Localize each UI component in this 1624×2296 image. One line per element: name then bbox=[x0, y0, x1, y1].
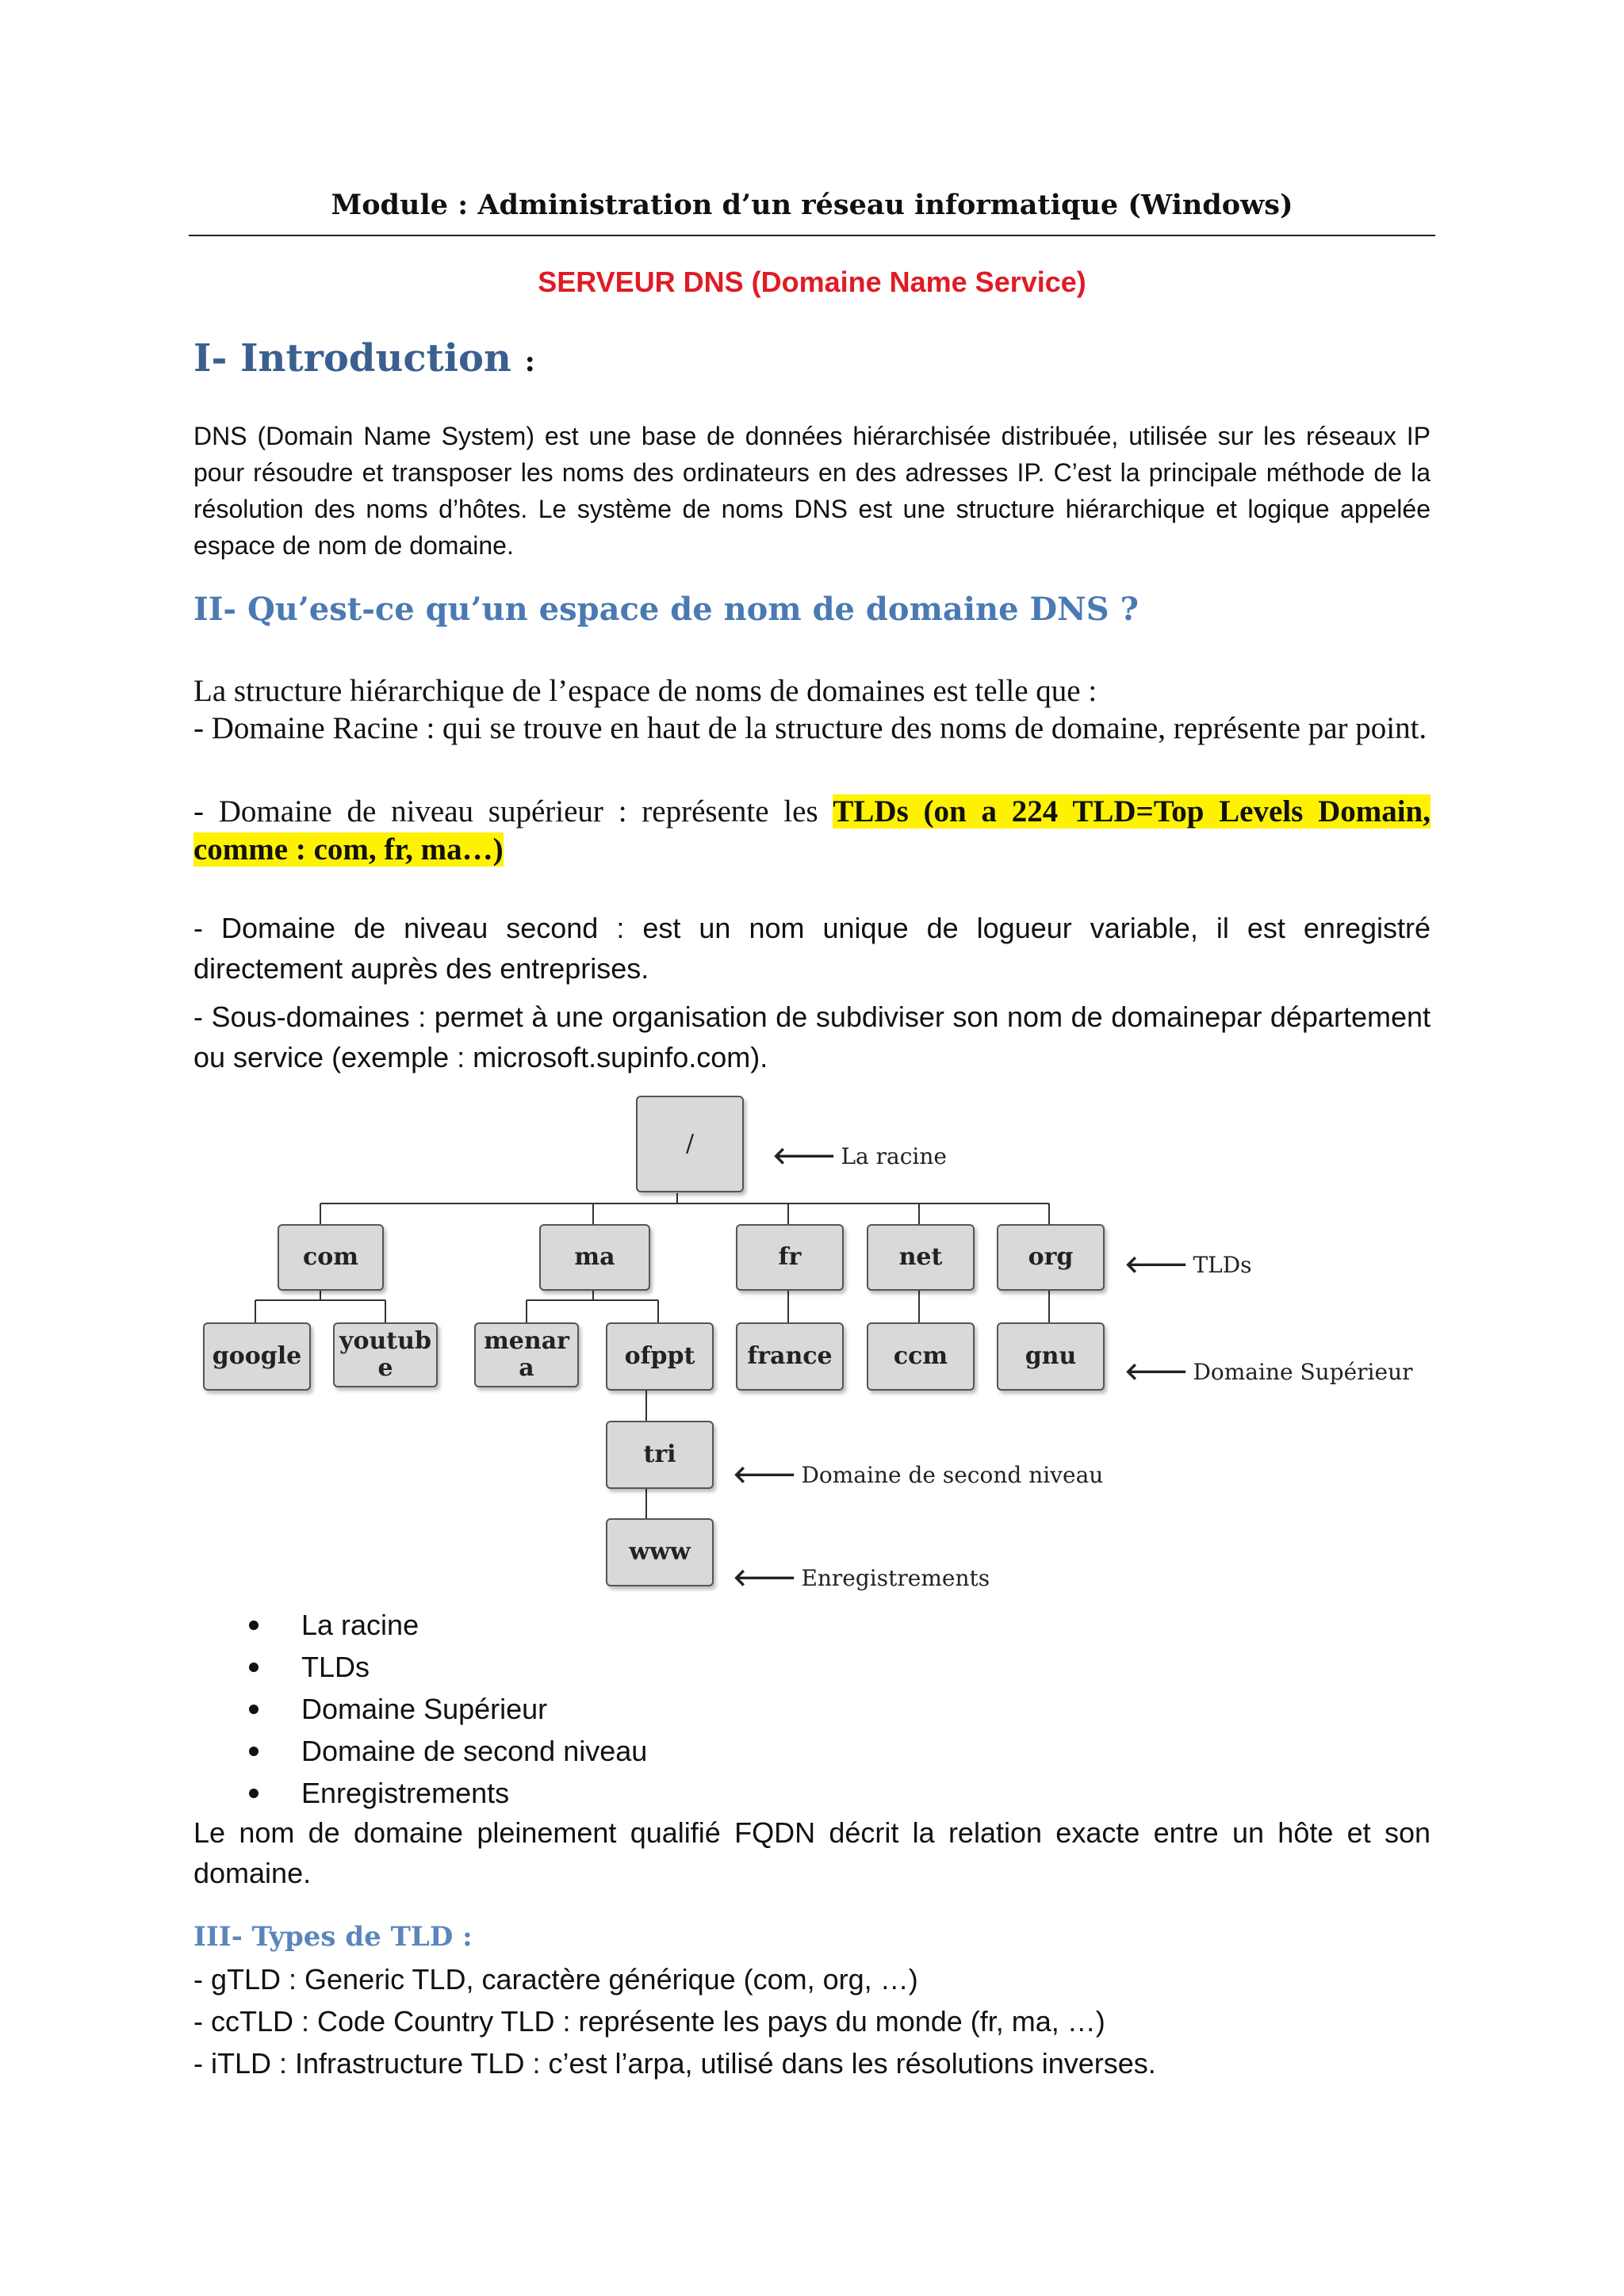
intro-heading-text: I- Introduction bbox=[193, 336, 511, 381]
subdomain-item: - Sous-domaines : permet à une organisation de subdiviser son nom de domainepar département ou service (exemple : microsoft.supinfo.com). bbox=[193, 1001, 1431, 1073]
tld-item-highlight: TLDs (on a 224 TLD=Top Levels Domain, comme : com, fr, ma…) bbox=[193, 794, 1431, 867]
second-level-item: - Domaine de niveau second : est un nom unique de logueur variable, il est enregistré directement auprès des entreprises. bbox=[193, 912, 1431, 985]
list-item: TLDs bbox=[238, 1646, 647, 1688]
module-title: Module : Administration d’un réseau informatique (Windows) bbox=[331, 189, 1293, 221]
bullet-icon bbox=[249, 1705, 259, 1714]
arrow-left-icon: 🡐 bbox=[1124, 1251, 1189, 1279]
bullet-icon bbox=[249, 1789, 259, 1798]
bullet-icon bbox=[249, 1747, 259, 1756]
document-title: SERVEUR DNS (Domaine Name Service) bbox=[538, 266, 1086, 298]
tld-item-prefix: - Domaine de niveau supérieur : représente les bbox=[193, 794, 833, 828]
tld-type-line: - gTLD : Generic TLD, caractère générique (com, org, …) bbox=[193, 1963, 918, 1996]
dns-tree-diagram bbox=[190, 1086, 1413, 1601]
level-list bbox=[238, 1604, 647, 1814]
label-records: 🡐 Enregistrements bbox=[733, 1564, 990, 1592]
subdomain-node-tri: tri bbox=[606, 1421, 714, 1489]
header-rule bbox=[189, 235, 1435, 236]
root-node: / bbox=[636, 1096, 744, 1192]
list-item: Domaine de second niveau bbox=[238, 1730, 647, 1772]
label-tlds: 🡐 TLDs bbox=[1124, 1251, 1252, 1279]
bullet-icon bbox=[249, 1663, 259, 1672]
domain-node-france: france bbox=[736, 1322, 844, 1391]
arrow-left-icon: 🡐 bbox=[733, 1461, 797, 1489]
tld-node-ma: ma bbox=[539, 1224, 650, 1291]
section2-heading: II- Qu’est-ce qu’un espace de nom de domaine DNS ? bbox=[193, 591, 1139, 628]
record-node-www: www bbox=[606, 1518, 714, 1586]
arrow-left-icon: 🡐 bbox=[772, 1142, 837, 1170]
structure-intro: La structure hiérarchique de l’espace de noms de domaines est telle que : bbox=[193, 674, 1097, 708]
label-second-level: 🡐 Domaine de second niveau bbox=[733, 1461, 1104, 1489]
label-superior: 🡐 Domaine Supérieur bbox=[1124, 1358, 1413, 1386]
fqdn-paragraph: Le nom de domaine pleinement qualifié FQDN décrit la relation exacte entre un hôte et son domaine. bbox=[193, 1816, 1431, 1889]
label-root: 🡐 La racine bbox=[772, 1142, 947, 1170]
intro-heading bbox=[193, 336, 535, 381]
root-domain-item: - Domaine Racine : qui se trouve en haut de la structure des noms de domaine, représente par point. bbox=[193, 711, 1427, 745]
list-item: La racine bbox=[238, 1604, 647, 1646]
domain-node-ccm: ccm bbox=[867, 1322, 975, 1391]
list-item: Domaine Supérieur bbox=[238, 1688, 647, 1730]
arrow-left-icon: 🡐 bbox=[733, 1564, 797, 1592]
tld-type-line: - ccTLD : Code Country TLD : représente les pays du monde (fr, ma, …) bbox=[193, 2005, 1105, 2038]
domain-node-menara: menar a bbox=[474, 1322, 579, 1387]
bullet-icon bbox=[249, 1621, 259, 1630]
tld-node-org: org bbox=[997, 1224, 1105, 1291]
list-item: Enregistrements bbox=[238, 1772, 647, 1814]
domain-node-google: google bbox=[203, 1322, 311, 1391]
tld-node-fr: fr bbox=[736, 1224, 844, 1291]
tld-type-line: - iTLD : Infrastructure TLD : c’est l’arpa, utilisé dans les résolutions inverses. bbox=[193, 2047, 1156, 2080]
section3-heading: III- Types de TLD : bbox=[193, 1921, 473, 1953]
tld-node-net: net bbox=[867, 1224, 975, 1291]
tld-types-list bbox=[193, 1958, 1156, 2084]
tld-item bbox=[193, 793, 1431, 869]
intro-heading-colon: : bbox=[524, 345, 535, 378]
intro-paragraph: DNS (Domain Name System) est une base de données hiérarchisée distribuée, utilisée sur les réseaux IP pour résoudre et transposer les noms des ordinateurs en des adresses IP. C’est la principale méthode de la résolution des noms d’hôtes. Le système de noms DNS est une structure hiérarchique et logique appelée espace de nom de domaine. bbox=[193, 422, 1431, 560]
domain-node-youtube: youtub e bbox=[333, 1322, 438, 1387]
domain-node-gnu: gnu bbox=[997, 1322, 1105, 1391]
arrow-left-icon: 🡐 bbox=[1124, 1358, 1189, 1386]
domain-node-ofppt: ofppt bbox=[606, 1322, 714, 1391]
tld-node-com: com bbox=[278, 1224, 384, 1291]
